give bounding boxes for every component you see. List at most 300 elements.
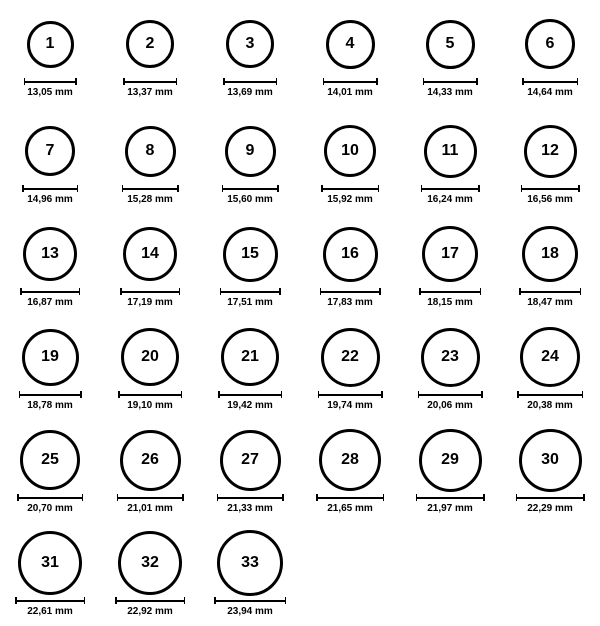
ring-size-cell (500, 220, 600, 308)
ring-size-label: 13 (41, 245, 59, 262)
dimension-line (321, 185, 379, 192)
ring-size-label: 2 (145, 35, 155, 52)
ring-size-label: 10 (341, 142, 359, 159)
dimension-line (22, 185, 78, 192)
ring-circle-wrap (23, 220, 77, 288)
dimension-tick-right (478, 185, 480, 192)
ring-size-label: 29 (441, 451, 459, 468)
dimension-tick-right (578, 185, 580, 192)
dimension-tick-right (80, 391, 82, 398)
ring-circle-wrap (520, 323, 580, 391)
dimension-tick-right (376, 78, 378, 85)
dimension-tick-right (179, 288, 181, 295)
dimension-tick-right (176, 78, 178, 85)
dimension-tick-left (418, 391, 420, 398)
ring-size-label: 11 (441, 142, 459, 159)
dimension-tick-right (285, 597, 287, 604)
dimension-line (17, 494, 83, 501)
ring-size-label: 32 (141, 554, 159, 571)
ring-circle-wrap (324, 117, 376, 185)
dimension-tick-left (218, 391, 220, 398)
dimension-line (318, 391, 383, 398)
ring-size-label: 26 (141, 451, 159, 468)
dimension-tick-right (77, 185, 79, 192)
dimension-tick-left (15, 597, 17, 604)
diameter-measure (320, 288, 381, 308)
ring-size-cell (0, 529, 100, 617)
dimension-tick-left (20, 288, 22, 295)
diameter-label: 14,33 mm (427, 87, 473, 98)
diameter-measure (123, 78, 177, 98)
ring-circle (525, 19, 575, 69)
ring-size-label: 12 (541, 142, 559, 159)
ring-size-label: 6 (545, 35, 555, 52)
ring-size-label: 4 (345, 35, 355, 52)
diameter-measure (218, 391, 282, 411)
ring-circle (126, 20, 174, 68)
dimension-tick-left (120, 288, 122, 295)
ring-circle-wrap (323, 220, 378, 288)
dimension-tick-right (583, 494, 585, 501)
diameter-label: 22,61 mm (27, 606, 73, 617)
dimension-tick-left (223, 78, 225, 85)
dimension-tick-right (481, 391, 483, 398)
ring-circle (319, 429, 381, 491)
diameter-measure (516, 494, 585, 514)
ring-size-label: 33 (241, 554, 259, 571)
ring-size-label: 15 (241, 245, 259, 262)
ring-circle (321, 328, 380, 387)
ring-size-cell (400, 220, 500, 308)
ring-size-cell (100, 220, 200, 308)
diameter-measure (222, 185, 279, 205)
diameter-measure (115, 597, 185, 617)
diameter-label: 19,10 mm (127, 400, 173, 411)
dimension-line (123, 78, 177, 85)
ring-size-cell (100, 426, 200, 514)
ring-circle (522, 226, 578, 282)
ring-circle-wrap (118, 529, 182, 597)
diameter-label: 17,51 mm (227, 297, 273, 308)
ring-circle (20, 430, 80, 490)
ring-circle-wrap (120, 426, 181, 494)
ring-circle (27, 21, 74, 68)
diameter-label: 22,29 mm (527, 503, 573, 514)
diameter-label: 16,24 mm (427, 194, 473, 205)
diameter-label: 22,92 mm (127, 606, 173, 617)
dimension-tick-right (580, 288, 582, 295)
ring-circle-wrap (326, 10, 375, 78)
ring-size-label: 30 (541, 451, 559, 468)
dimension-tick-left (115, 597, 117, 604)
diameter-label: 16,56 mm (527, 194, 573, 205)
diameter-label: 17,19 mm (127, 297, 173, 308)
ring-size-label: 19 (41, 348, 59, 365)
diameter-label: 16,87 mm (27, 297, 73, 308)
diameter-measure (220, 288, 281, 308)
diameter-measure (118, 391, 182, 411)
ring-size-cell (0, 10, 100, 98)
diameter-measure (22, 185, 78, 205)
ring-circle (121, 328, 179, 386)
ring-circle (519, 429, 582, 492)
ring-size-label: 5 (445, 35, 455, 52)
diameter-label: 15,60 mm (227, 194, 273, 205)
diameter-label: 20,06 mm (427, 400, 473, 411)
ring-circle (421, 328, 480, 387)
ring-size-cell (200, 220, 300, 308)
dimension-line (214, 597, 286, 604)
ring-circle (118, 531, 182, 595)
ring-circle-wrap (125, 117, 176, 185)
dimension-tick-right (75, 78, 77, 85)
diameter-measure (519, 288, 581, 308)
dimension-tick-right (381, 391, 383, 398)
dimension-tick-left (321, 185, 323, 192)
ring-circle-wrap (217, 529, 283, 597)
diameter-label: 15,92 mm (327, 194, 373, 205)
ring-size-cell (100, 529, 200, 617)
dimension-tick-left (419, 288, 421, 295)
ring-circle-wrap (221, 323, 279, 391)
dimension-tick-right (276, 78, 278, 85)
ring-circle (123, 227, 177, 281)
ring-size-label: 24 (541, 348, 559, 365)
diameter-label: 13,37 mm (127, 87, 173, 98)
ring-row (0, 317, 600, 420)
ring-circle (221, 328, 279, 386)
dimension-line (218, 391, 282, 398)
ring-size-cell (200, 323, 300, 411)
dimension-tick-left (19, 391, 21, 398)
dimension-line (421, 185, 480, 192)
ring-circle-wrap (419, 426, 482, 494)
dimension-line (20, 288, 80, 295)
ring-size-cell (0, 117, 100, 205)
dimension-tick-right (383, 494, 385, 501)
dimension-line (217, 494, 284, 501)
dimension-tick-right (483, 494, 485, 501)
ring-circle (524, 125, 577, 178)
dimension-tick-left (217, 494, 219, 501)
ring-circle-wrap (123, 220, 177, 288)
ring-circle (23, 227, 77, 281)
ring-circle-wrap (421, 323, 480, 391)
diameter-label: 18,78 mm (27, 400, 73, 411)
ring-circle (18, 531, 82, 595)
ring-size-label: 7 (45, 142, 55, 159)
ring-circle-wrap (223, 220, 278, 288)
diameter-label: 14,96 mm (27, 194, 73, 205)
ring-circle-wrap (422, 220, 478, 288)
diameter-measure (316, 494, 384, 514)
dimension-tick-left (516, 494, 518, 501)
dimension-tick-left (220, 288, 222, 295)
dimension-tick-right (379, 288, 381, 295)
dimension-tick-left (117, 494, 119, 501)
diameter-label: 13,69 mm (227, 87, 273, 98)
diameter-label: 17,83 mm (327, 297, 373, 308)
ring-size-cell (500, 323, 600, 411)
dimension-line (19, 391, 82, 398)
dimension-line (223, 78, 277, 85)
dimension-tick-right (277, 185, 279, 192)
diameter-measure (419, 288, 481, 308)
diameter-measure (323, 78, 378, 98)
ring-circle (25, 126, 75, 176)
dimension-tick-right (476, 78, 478, 85)
dimension-tick-right (281, 391, 283, 398)
ring-size-cell (100, 323, 200, 411)
dimension-tick-left (423, 78, 425, 85)
ring-circle-wrap (226, 10, 274, 78)
ring-size-label: 23 (441, 348, 459, 365)
diameter-measure (521, 185, 580, 205)
dimension-tick-right (480, 288, 482, 295)
diameter-measure (15, 597, 85, 617)
ring-row (0, 111, 600, 214)
dimension-line (316, 494, 384, 501)
dimension-line (220, 288, 281, 295)
dimension-tick-left (323, 78, 325, 85)
ring-size-label: 9 (245, 142, 255, 159)
dimension-line (521, 185, 580, 192)
dimension-tick-right (84, 597, 86, 604)
diameter-label: 20,38 mm (527, 400, 573, 411)
ring-size-label: 21 (241, 348, 259, 365)
ring-size-cell (0, 426, 100, 514)
diameter-label: 15,28 mm (127, 194, 173, 205)
ring-circle (22, 329, 79, 386)
ring-size-label: 8 (145, 142, 155, 159)
ring-size-cell (200, 426, 300, 514)
dimension-line (118, 391, 182, 398)
dimension-tick-left (522, 78, 524, 85)
ring-size-cell (100, 10, 200, 98)
dimension-tick-left (214, 597, 216, 604)
diameter-label: 21,01 mm (127, 503, 173, 514)
ring-size-label: 17 (441, 245, 459, 262)
dimension-tick-right (577, 78, 579, 85)
diameter-measure (217, 494, 284, 514)
dimension-tick-left (122, 185, 124, 192)
dimension-line (222, 185, 279, 192)
dimension-line (516, 494, 585, 501)
diameter-measure (223, 78, 277, 98)
dimension-tick-left (517, 391, 519, 398)
ring-circle (226, 20, 274, 68)
ring-circle-wrap (18, 529, 82, 597)
dimension-tick-left (17, 494, 19, 501)
ring-size-label: 16 (341, 245, 359, 262)
diameter-label: 21,97 mm (427, 503, 473, 514)
diameter-measure (421, 185, 480, 205)
ring-size-cell (500, 426, 600, 514)
dimension-line (115, 597, 185, 604)
diameter-measure (522, 78, 578, 98)
ring-circle (520, 327, 580, 387)
ring-size-cell (0, 220, 100, 308)
ring-size-cell (400, 117, 500, 205)
ring-circle (220, 430, 281, 491)
ring-circle-wrap (519, 426, 582, 494)
ring-circle-wrap (524, 117, 577, 185)
ring-circle (125, 126, 176, 177)
dimension-tick-left (123, 78, 125, 85)
ring-circle (426, 20, 475, 69)
ring-size-label: 22 (341, 348, 359, 365)
ring-circle (120, 430, 181, 491)
dimension-tick-right (182, 494, 184, 501)
dimension-tick-right (181, 391, 183, 398)
diameter-label: 21,65 mm (327, 503, 373, 514)
diameter-label: 23,94 mm (227, 606, 273, 617)
dimension-tick-right (582, 391, 584, 398)
ring-size-cell (200, 117, 300, 205)
ring-size-cell (400, 10, 500, 98)
diameter-measure (20, 288, 80, 308)
ring-circle (225, 126, 276, 177)
ring-circle-wrap (525, 10, 575, 78)
ring-circle-wrap (22, 323, 79, 391)
ring-size-cell (500, 117, 600, 205)
diameter-label: 20,70 mm (27, 503, 73, 514)
diameter-measure (120, 288, 180, 308)
diameter-label: 18,15 mm (427, 297, 473, 308)
ring-size-cell (300, 117, 400, 205)
diameter-measure (418, 391, 483, 411)
ring-circle-wrap (126, 10, 174, 78)
diameter-label: 13,05 mm (27, 87, 73, 98)
ring-size-label: 14 (141, 245, 159, 262)
diameter-measure (17, 494, 83, 514)
diameter-measure (122, 185, 179, 205)
dimension-line (323, 78, 378, 85)
diameter-measure (24, 78, 77, 98)
diameter-label: 19,74 mm (327, 400, 373, 411)
ring-size-cell (300, 426, 400, 514)
ring-circle-wrap (424, 117, 477, 185)
ring-circle (217, 530, 283, 596)
ring-size-cell (500, 10, 600, 98)
dimension-line (419, 288, 481, 295)
diameter-measure (321, 185, 379, 205)
ring-size-cell (300, 323, 400, 411)
ring-circle (424, 125, 477, 178)
ring-row (0, 214, 600, 317)
ring-circle (419, 429, 482, 492)
dimension-tick-left (320, 288, 322, 295)
ring-size-label: 28 (341, 451, 359, 468)
dimension-tick-left (316, 494, 318, 501)
ring-circle (422, 226, 478, 282)
diameter-measure (416, 494, 485, 514)
diameter-measure (117, 494, 184, 514)
dimension-line (416, 494, 485, 501)
ring-circle-wrap (522, 220, 578, 288)
ring-circle-wrap (319, 426, 381, 494)
dimension-tick-left (519, 288, 521, 295)
ring-size-label: 1 (45, 35, 55, 52)
diameter-measure (318, 391, 383, 411)
ring-circle-wrap (225, 117, 276, 185)
ring-size-cell (0, 323, 100, 411)
ring-circle-wrap (426, 10, 475, 78)
ring-size-cell (100, 117, 200, 205)
diameter-label: 14,01 mm (327, 87, 373, 98)
ring-row (0, 523, 600, 626)
dimension-line (15, 597, 85, 604)
dimension-line (522, 78, 578, 85)
dimension-line (122, 185, 179, 192)
diameter-measure (423, 78, 478, 98)
ring-circle (223, 227, 278, 282)
ring-size-cell (200, 529, 300, 617)
dimension-line (519, 288, 581, 295)
diameter-label: 14,64 mm (527, 87, 573, 98)
dimension-tick-right (184, 597, 186, 604)
dimension-tick-left (222, 185, 224, 192)
dimension-tick-right (82, 494, 84, 501)
diameter-label: 19,42 mm (227, 400, 273, 411)
ring-circle (323, 227, 378, 282)
diameter-label: 21,33 mm (227, 503, 273, 514)
ring-size-cell (400, 426, 500, 514)
dimension-tick-right (177, 185, 179, 192)
ring-row (0, 420, 600, 523)
ring-circle (324, 125, 376, 177)
diameter-measure (517, 391, 583, 411)
dimension-tick-right (282, 494, 284, 501)
dimension-line (24, 78, 77, 85)
ring-row (0, 0, 600, 111)
ring-size-label: 31 (41, 554, 59, 571)
dimension-line (418, 391, 483, 398)
ring-size-label: 3 (245, 35, 255, 52)
ring-size-cell (300, 10, 400, 98)
diameter-measure (19, 391, 82, 411)
ring-circle-wrap (220, 426, 281, 494)
ring-circle-wrap (321, 323, 380, 391)
dimension-tick-left (521, 185, 523, 192)
dimension-tick-left (421, 185, 423, 192)
ring-circle (326, 20, 375, 69)
ring-size-label: 20 (141, 348, 159, 365)
dimension-line (517, 391, 583, 398)
diameter-label: 18,47 mm (527, 297, 573, 308)
ring-circle-wrap (25, 117, 75, 185)
ring-size-label: 27 (241, 451, 259, 468)
ring-size-label: 18 (541, 245, 559, 262)
dimension-tick-left (22, 185, 24, 192)
ring-circle-wrap (20, 426, 80, 494)
ring-size-cell (400, 323, 500, 411)
dimension-tick-left (118, 391, 120, 398)
dimension-line (320, 288, 381, 295)
dimension-tick-right (79, 288, 81, 295)
ring-size-cell (300, 220, 400, 308)
dimension-tick-left (318, 391, 320, 398)
dimension-line (423, 78, 478, 85)
ring-circle-wrap (27, 10, 74, 78)
dimension-tick-right (378, 185, 380, 192)
dimension-line (117, 494, 184, 501)
ring-size-label: 25 (41, 451, 59, 468)
ring-circle-wrap (121, 323, 179, 391)
dimension-tick-left (416, 494, 418, 501)
dimension-tick-right (279, 288, 281, 295)
dimension-tick-left (24, 78, 26, 85)
